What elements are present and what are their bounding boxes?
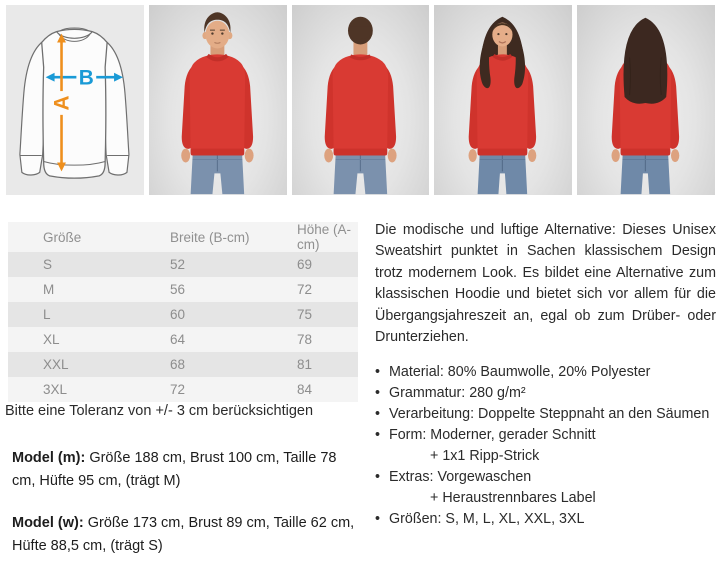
col-header-hoehe: Höhe (A-cm) (297, 222, 352, 252)
list-item: • Grammatur: 280 g/m² (375, 383, 716, 404)
model-m-label: Model (m): (12, 450, 86, 466)
width-label: B (78, 66, 94, 90)
bullet-icon: • (375, 406, 381, 423)
tolerance-note: Bitte eine Toleranz von +/- 3 cm berücksichtigen (5, 403, 314, 419)
model-w-info (12, 512, 360, 558)
height-label: A (50, 95, 74, 111)
width-cell: 52 (170, 257, 186, 272)
width-cell: 56 (170, 282, 186, 297)
model-w-text: Größe 173 cm, Brust 89 cm, Taille 62 cm, Hüfte 88,5 cm, (trägt S) (12, 515, 355, 554)
model-m-info (12, 447, 360, 493)
photo-female-model-front[interactable] (434, 5, 572, 195)
size-table-header-row (8, 222, 358, 252)
female-back-illustration-icon (577, 5, 715, 195)
height-cell: 72 (297, 282, 313, 297)
bullet-icon: • (375, 364, 381, 381)
height-cell: 75 (297, 307, 313, 322)
list-item-continuation: + 1x1 Ripp-Strick (430, 448, 540, 465)
table-row (8, 377, 358, 402)
table-row (8, 352, 358, 377)
male-front-illustration-icon (149, 5, 287, 195)
male-back-illustration-icon (292, 5, 430, 195)
description-intro: Die modische und luftige Alternative: Dieses Unisex Sweatshirt punktet in Sachen klassischem Design trotz modernem Look. Es bildet eine Alternative zum klassischen Hoodie und bietet sich vor allem für die Übergangsjahreszeit an, egal ob zum Drüber- oder Drunterziehen. (375, 222, 716, 346)
table-row (8, 327, 358, 352)
size-cell: XXL (43, 357, 69, 372)
model-w-label: Model (w): (12, 515, 84, 531)
col-header-breite: Breite (B-cm) (170, 229, 250, 245)
width-cell: 60 (170, 307, 186, 322)
height-cell: 78 (297, 332, 313, 347)
sweatshirt-measure-diagram-icon (6, 5, 144, 195)
size-cell: L (43, 307, 51, 322)
size-cell: XL (43, 332, 60, 347)
list-item-continuation: + Heraustrennbares Label (430, 490, 596, 507)
photo-female-model-back[interactable] (577, 5, 715, 195)
photo-male-model-back[interactable] (292, 5, 430, 195)
col-header-groesse: Größe (43, 229, 82, 245)
list-item: • Größen: S, M, L, XL, XXL, 3XL (375, 509, 716, 530)
product-image-gallery (6, 5, 715, 195)
list-item: • Material: 80% Baumwolle, 20% Polyester (375, 362, 716, 383)
size-diagram-thumbnail[interactable] (6, 5, 144, 195)
size-cell: 3XL (43, 382, 68, 397)
width-cell: 68 (170, 357, 186, 372)
height-cell: 69 (297, 257, 313, 272)
female-front-illustration-icon (434, 5, 572, 195)
product-description (375, 220, 716, 530)
list-item: • Verarbeitung: Doppelte Steppnaht an den Säumen (375, 404, 716, 425)
photo-male-model-front[interactable] (149, 5, 287, 195)
size-cell: S (43, 257, 53, 272)
list-item: • Form: Moderner, gerader Schnitt (375, 425, 716, 446)
bullet-icon: • (375, 427, 381, 444)
bullet-icon: • (375, 385, 381, 402)
width-cell: 72 (170, 382, 186, 397)
model-m-text: Größe 188 cm, Brust 100 cm, Taille 78 cm, Hüfte 95 cm, (trägt M) (12, 450, 337, 489)
list-item: • Extras: Vorgewaschen (375, 467, 716, 488)
height-cell: 81 (297, 357, 313, 372)
height-cell: 84 (297, 382, 313, 397)
table-row (8, 302, 358, 327)
table-row (8, 277, 358, 302)
bullet-icon: • (375, 469, 381, 486)
size-table (8, 222, 358, 402)
size-cell: M (43, 282, 55, 297)
table-row (8, 252, 358, 277)
feature-list (375, 362, 716, 530)
width-cell: 64 (170, 332, 186, 347)
bullet-icon: • (375, 511, 381, 528)
